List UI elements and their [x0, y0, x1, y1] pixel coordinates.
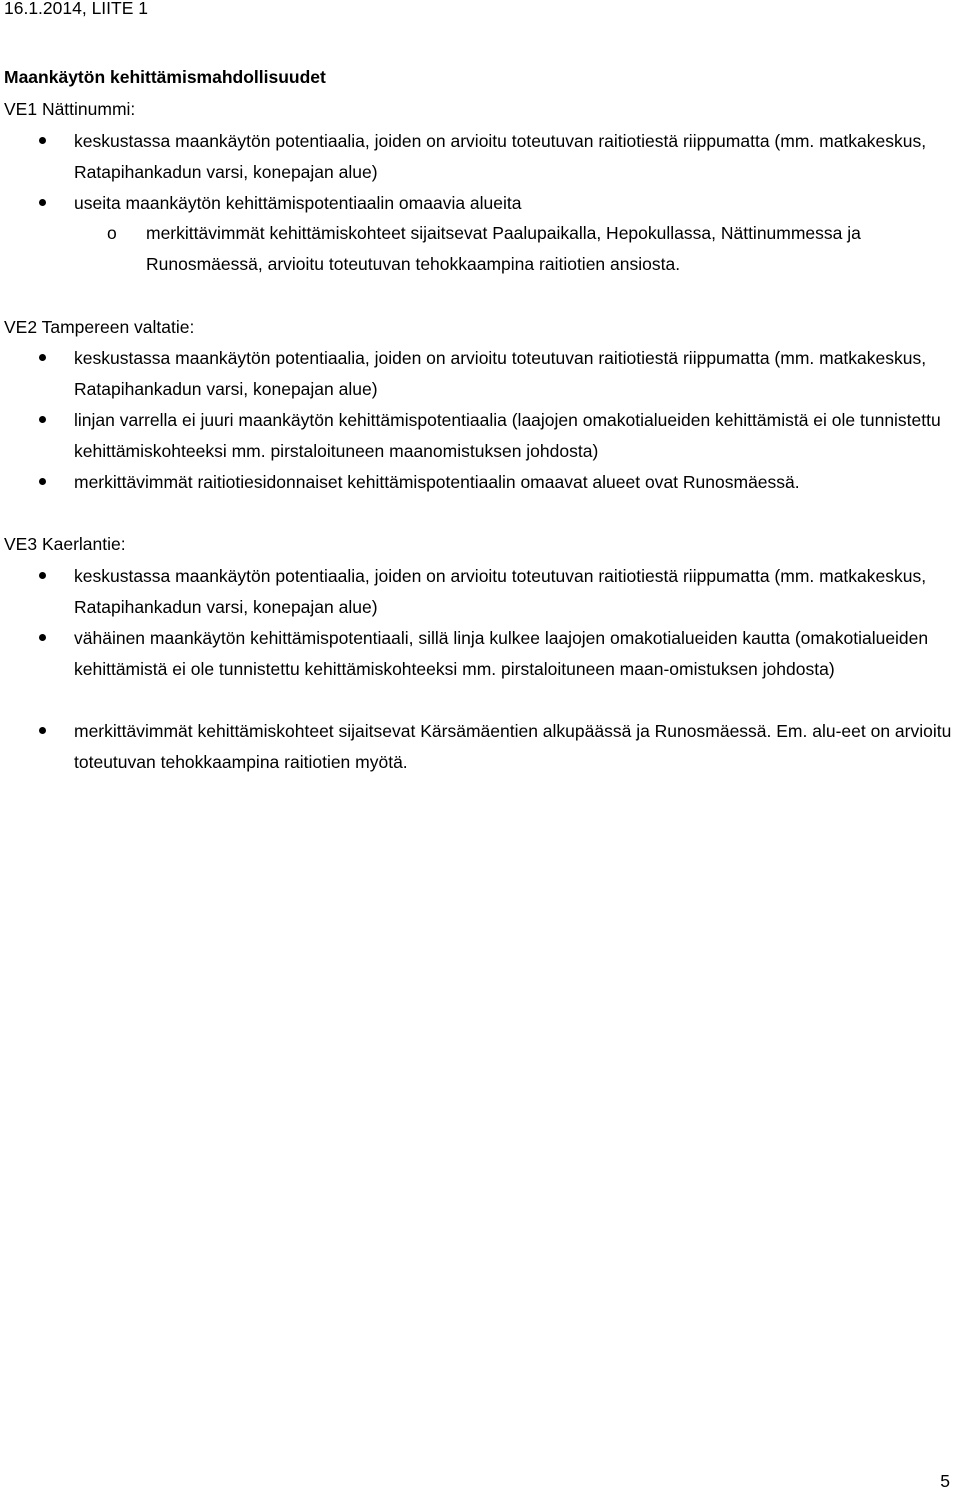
sub-bullet-icon: o [107, 223, 117, 243]
bullet-icon [39, 478, 46, 485]
section-heading-ve2: VE2 Tampereen valtatie: [4, 317, 195, 337]
document-title: Maankäytön kehittämismahdollisuudet [4, 67, 326, 87]
bullet-icon [39, 354, 46, 361]
list-item-ve1-2: useita maankäytön kehittämispotentiaalin omaavia alueita [74, 193, 522, 213]
bullet-icon [39, 199, 46, 206]
bullet-icon [39, 727, 46, 734]
list-item-ve2-3: merkittävimmät raitiotiesidonnaiset kehittämispotentiaalin omaavat alueet ovat Runosmäessä. [74, 472, 800, 492]
list-item-ve2-2: linjan varrella ei juuri maankäytön kehittämispotentiaalia (laajojen omakotialueiden kehittämistä ei ole tunnistettu kehittämiskohteeksi mm. pirstaloituneen maanomistuksen johdosta) [74, 410, 941, 461]
bullet-icon [39, 634, 46, 641]
document-header: 16.1.2014, LIITE 1 [4, 0, 148, 18]
bullet-icon [39, 572, 46, 579]
bullet-icon [39, 137, 46, 144]
list-item-ve3-1: keskustassa maankäytön potentiaalia, joiden on arvioitu toteutuvan raitiotiestä riippumatta (mm. matkakeskus, Ratapihankadun varsi, konepajan alue) [74, 566, 927, 617]
bullet-icon [39, 416, 46, 423]
section-heading-ve3: VE3 Kaerlantie: [4, 534, 126, 554]
section-heading-ve1: VE1 Nättinummi: [4, 99, 136, 119]
list-item-ve2-1: keskustassa maankäytön potentiaalia, joiden on arvioitu toteutuvan raitiotiestä riippumatta (mm. matkakeskus, Ratapihankadun varsi, konepajan alue) [74, 348, 927, 399]
sub-list-item-ve1-1: merkittävimmät kehittämiskohteet sijaitsevat Paalupaikalla, Hepokullassa, Nättinummessa ja Runosmäessä, arvioitu toteutuvan tehokkaampina raitiotien ansiosta. [146, 223, 861, 274]
page-number: 5 [940, 1471, 950, 1491]
list-item-ve1-1: keskustassa maankäytön potentiaalia, joiden on arvioitu toteutuvan raitiotiestä riippumatta (mm. matkakeskus, Ratapihankadun varsi, konepajan alue) [74, 131, 927, 182]
list-item-ve3-2: vähäinen maankäytön kehittämispotentiaali, sillä linja kulkee laajojen omakotialueiden kautta (omakotialueiden kehittämistä ei ole tunnistettu kehittämiskohteeksi mm. pirstaloituneen maan-omistuksen johdosta) [74, 628, 929, 679]
list-item-ve3-3: merkittävimmät kehittämiskohteet sijaitsevat Kärsämäentien alkupäässä ja Runosmäessä. Em. alu-eet on arvioitu toteutuvan tehokkaampina raitiotien myötä. [74, 721, 952, 772]
